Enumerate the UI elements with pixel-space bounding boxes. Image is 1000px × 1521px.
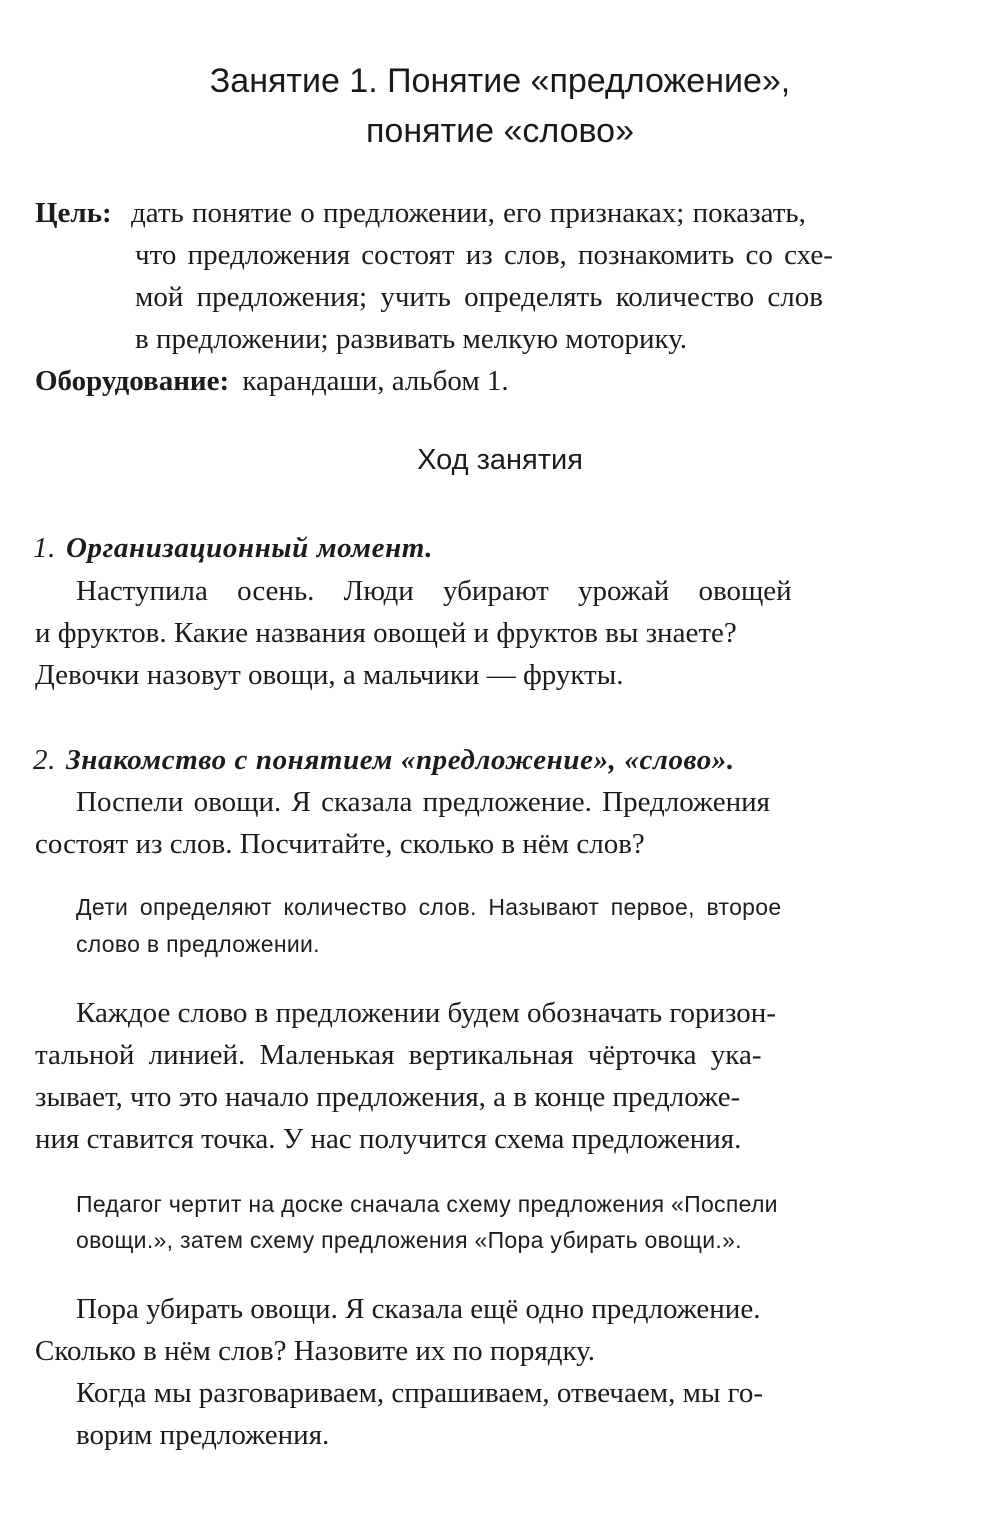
section-1-heading [33,528,433,568]
goal-label-row [35,192,112,234]
section-2-para-4-line-1: Когда мы разговариваем, спрашиваем, отвечаем, мы го- [76,1377,763,1409]
equipment-row [35,360,509,402]
section-2-para-1-line-2: состоят из слов. Посчитайте, сколько в нём слов? [35,828,645,860]
goal-line-2 [135,234,948,276]
section-2-para-3-line-2: Сколько в нём слов? Назовите их по порядку. [35,1335,596,1367]
section-2-title: Знакомство с понятием «предложение», «слово». [65,744,735,776]
equipment-label: Оборудование: [35,365,230,397]
page-title-line-1: Занятие 1. Понятие «предложение», [209,62,791,100]
lesson-heading: Ход занятия [417,444,583,476]
section-2-para-1-line-1: Поспели овощи. Я сказала предложение. Предложения [76,786,770,818]
section-1-number: 1. [33,532,56,564]
equipment-text: карандаши, альбом 1. [242,365,509,397]
section-2-para-2-line-4: ния ставится точка. У нас получится схема предложения. [35,1123,742,1155]
goal-line-3 [135,276,948,318]
section-2-heading [33,740,735,780]
goal-line-1 [131,192,948,234]
goal-line-3-text: мой предложения; учить определять количество слов [135,281,823,313]
goal-line-4 [135,318,687,360]
section-1-line-2: и фруктов. Какие названия овощей и фруктов вы знаете? [35,617,737,649]
note-2-line-2: овощи.», затем схему предложения «Пора убирать овощи.». [76,1227,742,1253]
page-title-line-2: понятие «слово» [366,112,634,150]
goal-line-4-text: в предложении; развивать мелкую моторику. [135,323,688,355]
goal-label: Цель: [35,197,112,229]
section-1-line-1: Наступила осень. Люди убирают урожай овощей [76,575,792,607]
note-1-line-2: слово в предложении. [76,931,320,957]
section-2-para-4-line-2: ворим предложения. [76,1419,330,1451]
section-1-line-3: Девочки назовут овощи, а мальчики — фрукты. [35,659,624,691]
section-2-number: 2. [33,744,56,776]
goal-line-2-text: что предложения состоят из слов, познакомить со схе- [135,239,833,271]
note-2-line-1: Педагог чертит на доске сначала схему предложения «Поспели [76,1191,778,1217]
note-1-line-1: Дети определяют количество слов. Называют первое, второе [76,894,782,920]
section-1-title: Организационный момент. [65,532,434,564]
section-2-para-2-line-3: зывает, что это начало предложения, а в конце предложе- [35,1081,741,1113]
goal-line-1-text: дать понятие о предложении, его признаках; показать, [131,197,806,229]
section-2-para-2-line-2: тальной линией. Маленькая вертикальная чёрточка ука- [35,1039,762,1071]
section-2-para-2-line-1: Каждое слово в предложении будем обозначать горизон- [76,997,776,1029]
section-2-para-3-line-1: Пора убирать овощи. Я сказала ещё одно предложение. [76,1293,761,1325]
